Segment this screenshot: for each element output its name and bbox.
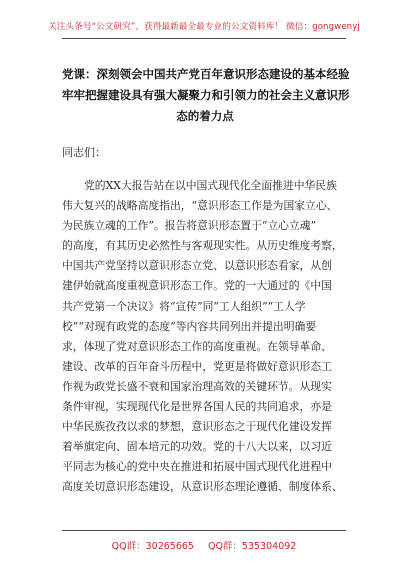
salutation: 同志们： bbox=[62, 146, 106, 159]
body-line: 校”“对现有政党的态度”等内容共同列出并提出明确要 bbox=[62, 319, 317, 333]
body-line: 高度关切意识形态建设，从意识形态理论遵循、制度体系、 bbox=[62, 480, 343, 494]
title-line: 党课：深刻领会中国共产党百年意识形态建设的基本经验 bbox=[62, 67, 350, 81]
body-line: 着举旗定向、固本培元的功效。党的十八大以来，以习近 bbox=[62, 440, 332, 454]
body-line: 的高度，有其历史必然性与客观现实性。从历史维度考察， bbox=[62, 239, 343, 253]
header-divider bbox=[62, 38, 346, 39]
footer-qq-group-2: QQ群：535304092 bbox=[207, 541, 297, 552]
body-line: 求，体现了党对意识形态工作的高度重视。在领导革命、 bbox=[62, 339, 332, 353]
body-line: 为民族立魂的工作”。报告将意识形态置于“立心立魂” bbox=[62, 219, 317, 233]
body-line: 作视为政党长盛不衰和国家治理高效的关键环节。从现实 bbox=[62, 379, 332, 393]
footer-contact bbox=[0, 538, 408, 552]
body-line: 建设、改革的百年奋斗历程中，党更是将做好意识形态工 bbox=[62, 359, 332, 373]
footer-divider bbox=[62, 530, 346, 531]
body-line: 中华民族孜孜以求的梦想，意识形态之于现代化建设发挥 bbox=[62, 420, 332, 434]
body-line: 条件审视，实现现代化是世界各国人民的共同追求，亦是 bbox=[62, 400, 332, 414]
document-title bbox=[62, 64, 348, 127]
body-line: 建伊始就高度重视意识形态工作。党的一大通过的《中国 bbox=[62, 279, 332, 293]
body-paragraph bbox=[62, 176, 348, 498]
body-line: 共产党第一个决议》将“宣传”同“工人组织”“工人学 bbox=[62, 299, 306, 313]
body-line: 伟大复兴的战略高度指出，“意识形态工作是为国家立心、 bbox=[62, 199, 338, 213]
body-line: 党的XX大报告站在以中国式现代化全面推进中华民族 bbox=[84, 179, 337, 192]
body-line: 平同志为核心的党中央在推进和拓展中国式现代化进程中 bbox=[62, 460, 332, 474]
title-line: 牢牢把握建设具有强大凝聚力和引领力的社会主义意识形 bbox=[62, 88, 350, 102]
header-promo-note: 关注头条号“公文研究”，获得最新最全最专业的公文资料库！ 微信：gongwenyj bbox=[48, 22, 360, 32]
body-line: 中国共产党坚持以意识形态立党、以意识形态看家，从创 bbox=[62, 259, 332, 273]
footer-qq-group-1: QQ群：30265665 bbox=[111, 541, 194, 552]
title-line: 态的着力点 bbox=[176, 109, 234, 123]
